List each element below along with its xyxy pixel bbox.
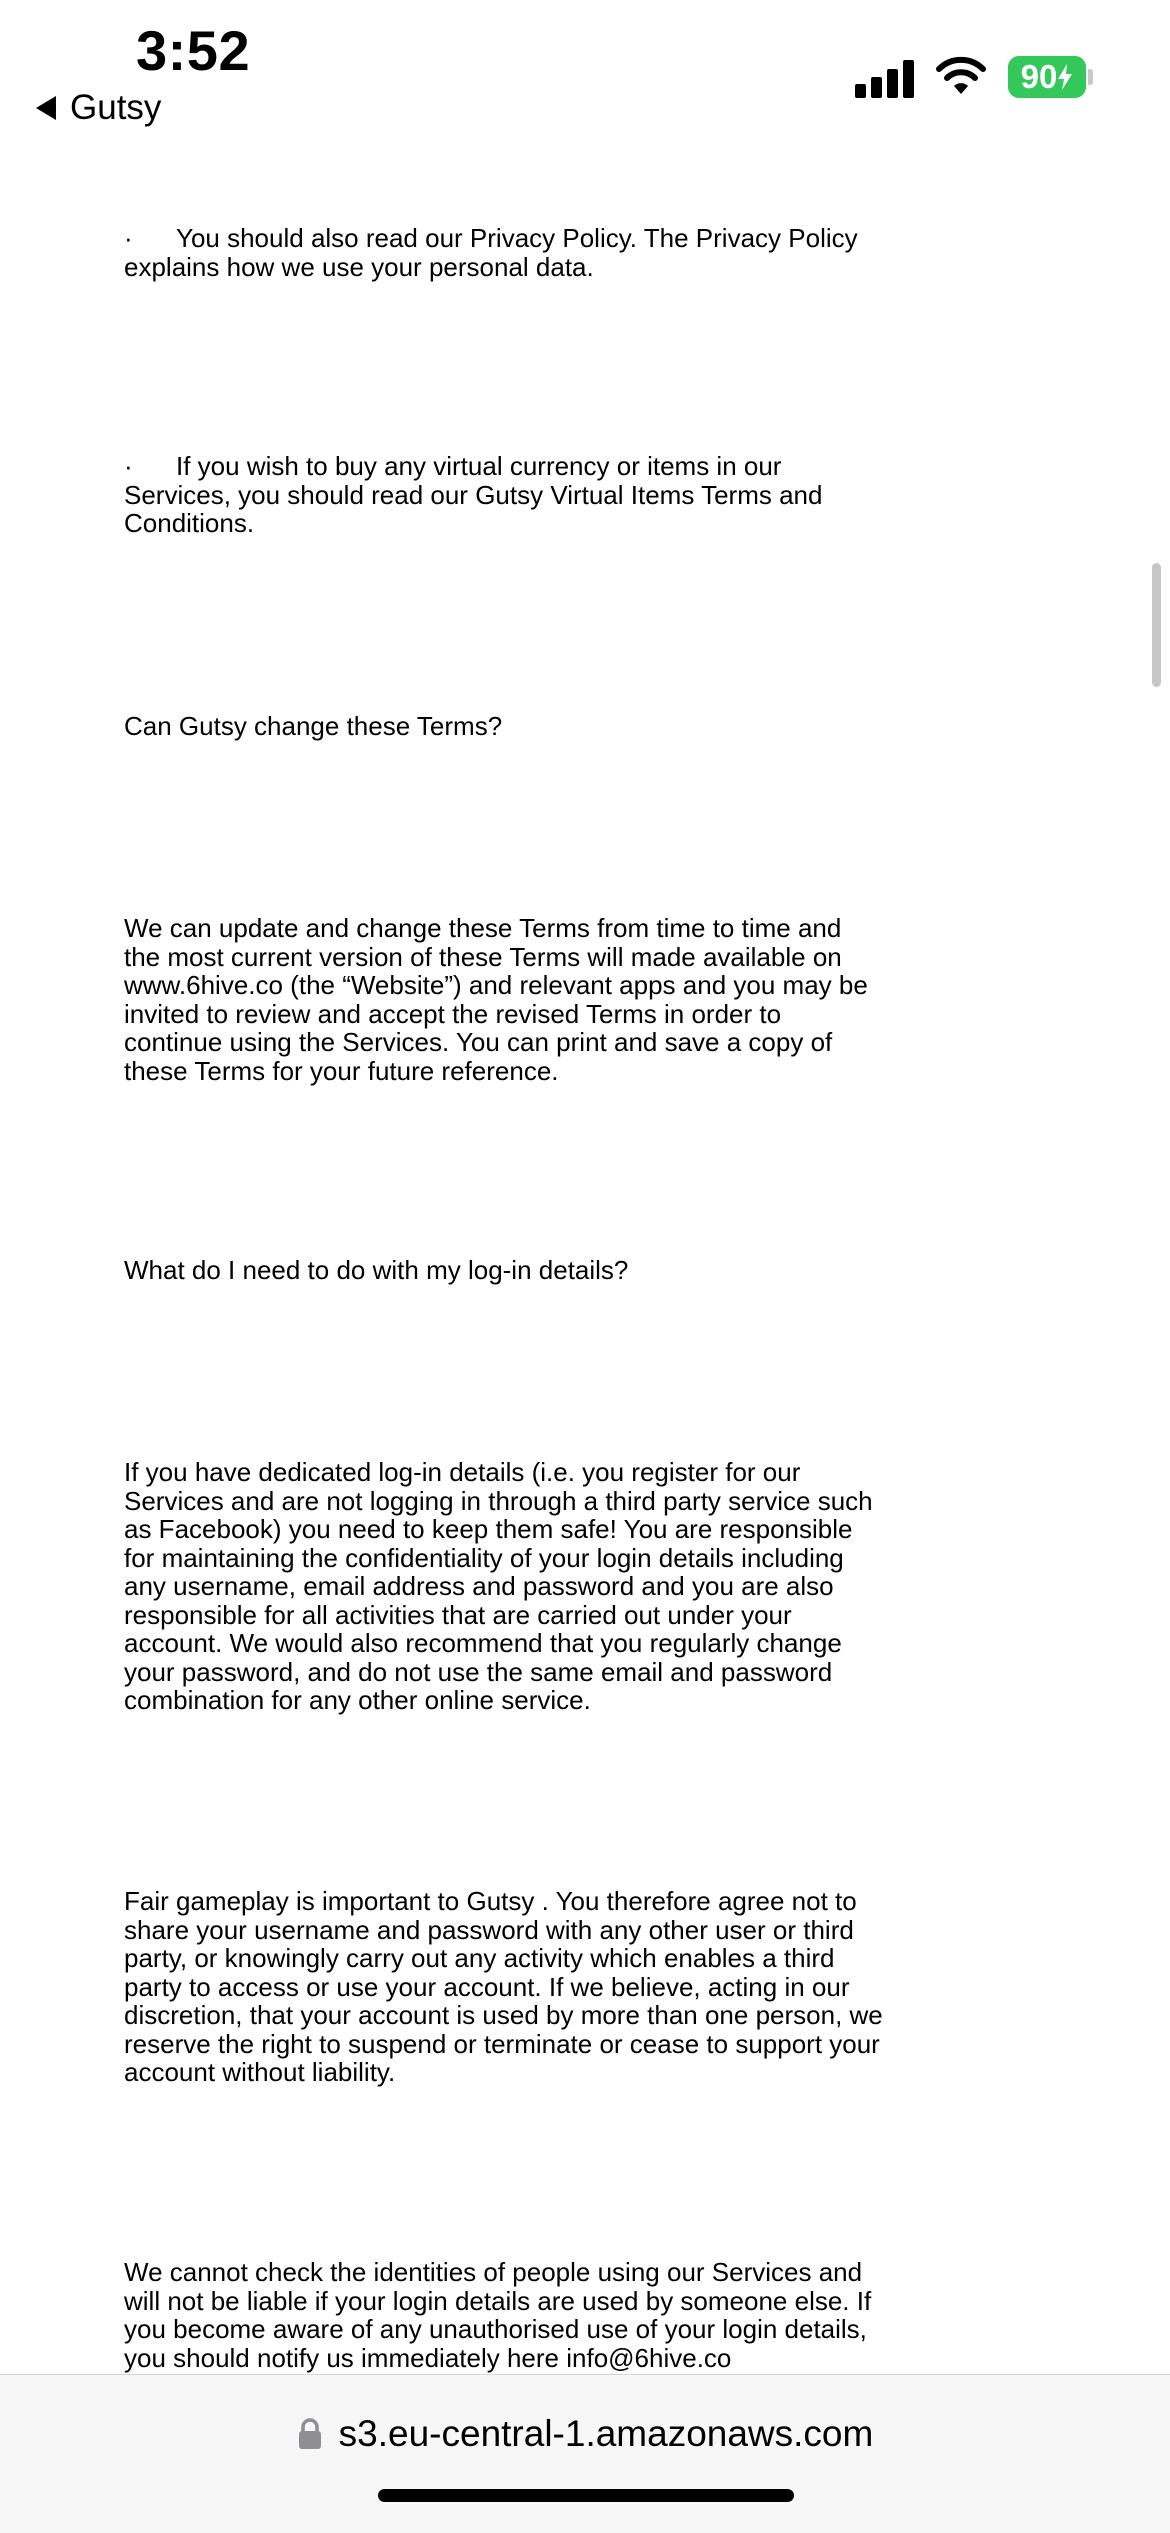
bullet-paragraph bbox=[124, 452, 884, 538]
back-app-label: Gutsy bbox=[70, 88, 162, 127]
status-bar bbox=[0, 0, 1170, 150]
home-indicator[interactable] bbox=[378, 2489, 794, 2502]
battery-icon bbox=[1008, 56, 1086, 98]
bullet-paragraph bbox=[124, 224, 884, 281]
url-text: s3.eu-central-1.amazonaws.com bbox=[338, 2413, 874, 2454]
paragraph: We can update and change these Terms from time to time and the most current version of these Terms will made available on www.6hive.co (the “Website”) and relevant apps and you may be invited to review and accept the revised Terms in order to continue using the Services. You can print and save a copy of these Terms for your future reference. bbox=[124, 913, 868, 1086]
section-heading: What do I need to do with my log-in details? bbox=[124, 1255, 629, 1285]
bullet-dot: · bbox=[124, 451, 133, 481]
lock-icon bbox=[297, 2417, 323, 2451]
address-field[interactable] bbox=[0, 2413, 1170, 2455]
paragraph: Fair gameplay is important to Gutsy . You therefore agree not to share your username and password with any other user or third party, or knowingly carry out any activity which enables a third party to access or use your account. If we believe, acting in our discretion, that your account is used by more than one person, we reserve the right to suspend or terminate or cease to support your account without liability. bbox=[124, 1886, 883, 2087]
section-heading: Can Gutsy change these Terms? bbox=[124, 711, 503, 741]
scrollbar-thumb[interactable] bbox=[1152, 563, 1161, 687]
status-time: 3:52 bbox=[136, 19, 251, 82]
back-to-app-button[interactable] bbox=[36, 88, 161, 128]
cellular-signal-icon bbox=[855, 58, 915, 98]
battery-tip bbox=[1088, 69, 1093, 85]
paragraph: We cannot check the identities of people using our Services and will not be liable if your login details are used by someone else. If you become aware of any unauthorised use of your login details, you should notify us immediately here info@6hive.co bbox=[124, 2257, 872, 2373]
url-bar[interactable] bbox=[0, 2374, 1170, 2533]
charging-bolt-icon bbox=[1057, 64, 1073, 90]
bullet-dot: · bbox=[124, 223, 133, 253]
paragraph-text: If you wish to buy any virtual currency or items in our Services, you should read our Gutsy Virtual Items Terms and Conditions. bbox=[124, 451, 823, 538]
back-arrow-icon bbox=[36, 96, 56, 120]
wifi-icon bbox=[935, 56, 987, 96]
battery-level: 90 bbox=[1020, 58, 1058, 95]
paragraph: If you have dedicated log-in details (i.e. you register for our Services and are not logging in through a third party service such as Facebook) you need to keep them safe! You are responsible for maintaining the confidentiality of your login details including any username, email address and password and you are also responsible for all activities that are carried out under your account. We would also recommend that you regularly change your password, and do not use the same email and password combination for any other online service. bbox=[124, 1457, 873, 1715]
paragraph-text: You should also read our Privacy Policy. The Privacy Policy explains how we use your personal data. bbox=[124, 223, 858, 282]
